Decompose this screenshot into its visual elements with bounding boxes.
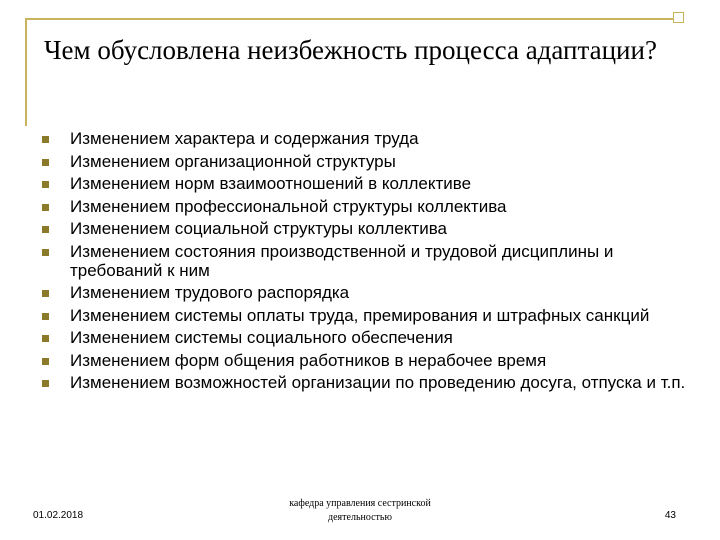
- list-item-text: Изменением характера и содержания труда: [70, 129, 419, 148]
- list-item-text: Изменением социальной структуры коллектива: [70, 219, 447, 238]
- list-item: [40, 351, 700, 370]
- square-bullet-icon: [42, 136, 49, 143]
- list-item-text: Изменением норм взаимоотношений в коллективе: [70, 174, 472, 193]
- square-bullet-icon: [42, 249, 49, 256]
- decorative-top-line: [25, 18, 683, 20]
- decorative-left-line: [25, 18, 27, 126]
- square-bullet-icon: [42, 380, 49, 387]
- list-item: [40, 174, 700, 193]
- list-item: [40, 283, 700, 302]
- list-item: [40, 306, 700, 325]
- list-item: [40, 129, 700, 148]
- square-bullet-icon: [42, 159, 49, 166]
- list-item-text: Изменением организационной структуры: [70, 151, 396, 171]
- footer-department-line: кафедра управления сестринской: [289, 498, 431, 509]
- list-item-text: Изменением форм общения работников в нерабочее время: [70, 350, 547, 370]
- list-item-text: Изменением состояния производственной и трудовой дисциплины и требований к ним: [70, 241, 614, 280]
- square-bullet-icon: [42, 204, 49, 211]
- list-item: [40, 373, 700, 392]
- list-item-text: Изменением системы оплаты труда, премирования и штрафных санкций: [70, 305, 650, 325]
- list-item-text: Изменением системы социального обеспечения: [70, 328, 453, 347]
- list-item-text: Изменением профессиональной структуры коллектива: [70, 196, 507, 216]
- footer-department-line: деятельностью: [328, 512, 392, 523]
- square-bullet-icon: [42, 290, 49, 297]
- square-bullet-icon: [42, 335, 49, 342]
- footer-date: 01.02.2018: [33, 510, 84, 521]
- list-item-text: Изменением трудового распорядка: [70, 283, 350, 302]
- page-number: 43: [664, 510, 676, 521]
- decorative-corner-square: [673, 12, 684, 23]
- bullet-list: [40, 129, 700, 396]
- list-item: [40, 219, 700, 238]
- square-bullet-icon: [42, 358, 49, 365]
- list-item: [40, 328, 700, 347]
- slide-title: Чем обусловлена неизбежность процесса адаптации?: [44, 35, 657, 65]
- list-item: [40, 197, 700, 216]
- square-bullet-icon: [42, 181, 49, 188]
- list-item: [40, 152, 700, 171]
- list-item: [40, 242, 700, 280]
- list-item-text: Изменением возможностей организации по проведению досуга, отпуска и т.п.: [70, 373, 686, 392]
- square-bullet-icon: [42, 313, 49, 320]
- square-bullet-icon: [42, 226, 49, 233]
- footer-department: [260, 497, 460, 525]
